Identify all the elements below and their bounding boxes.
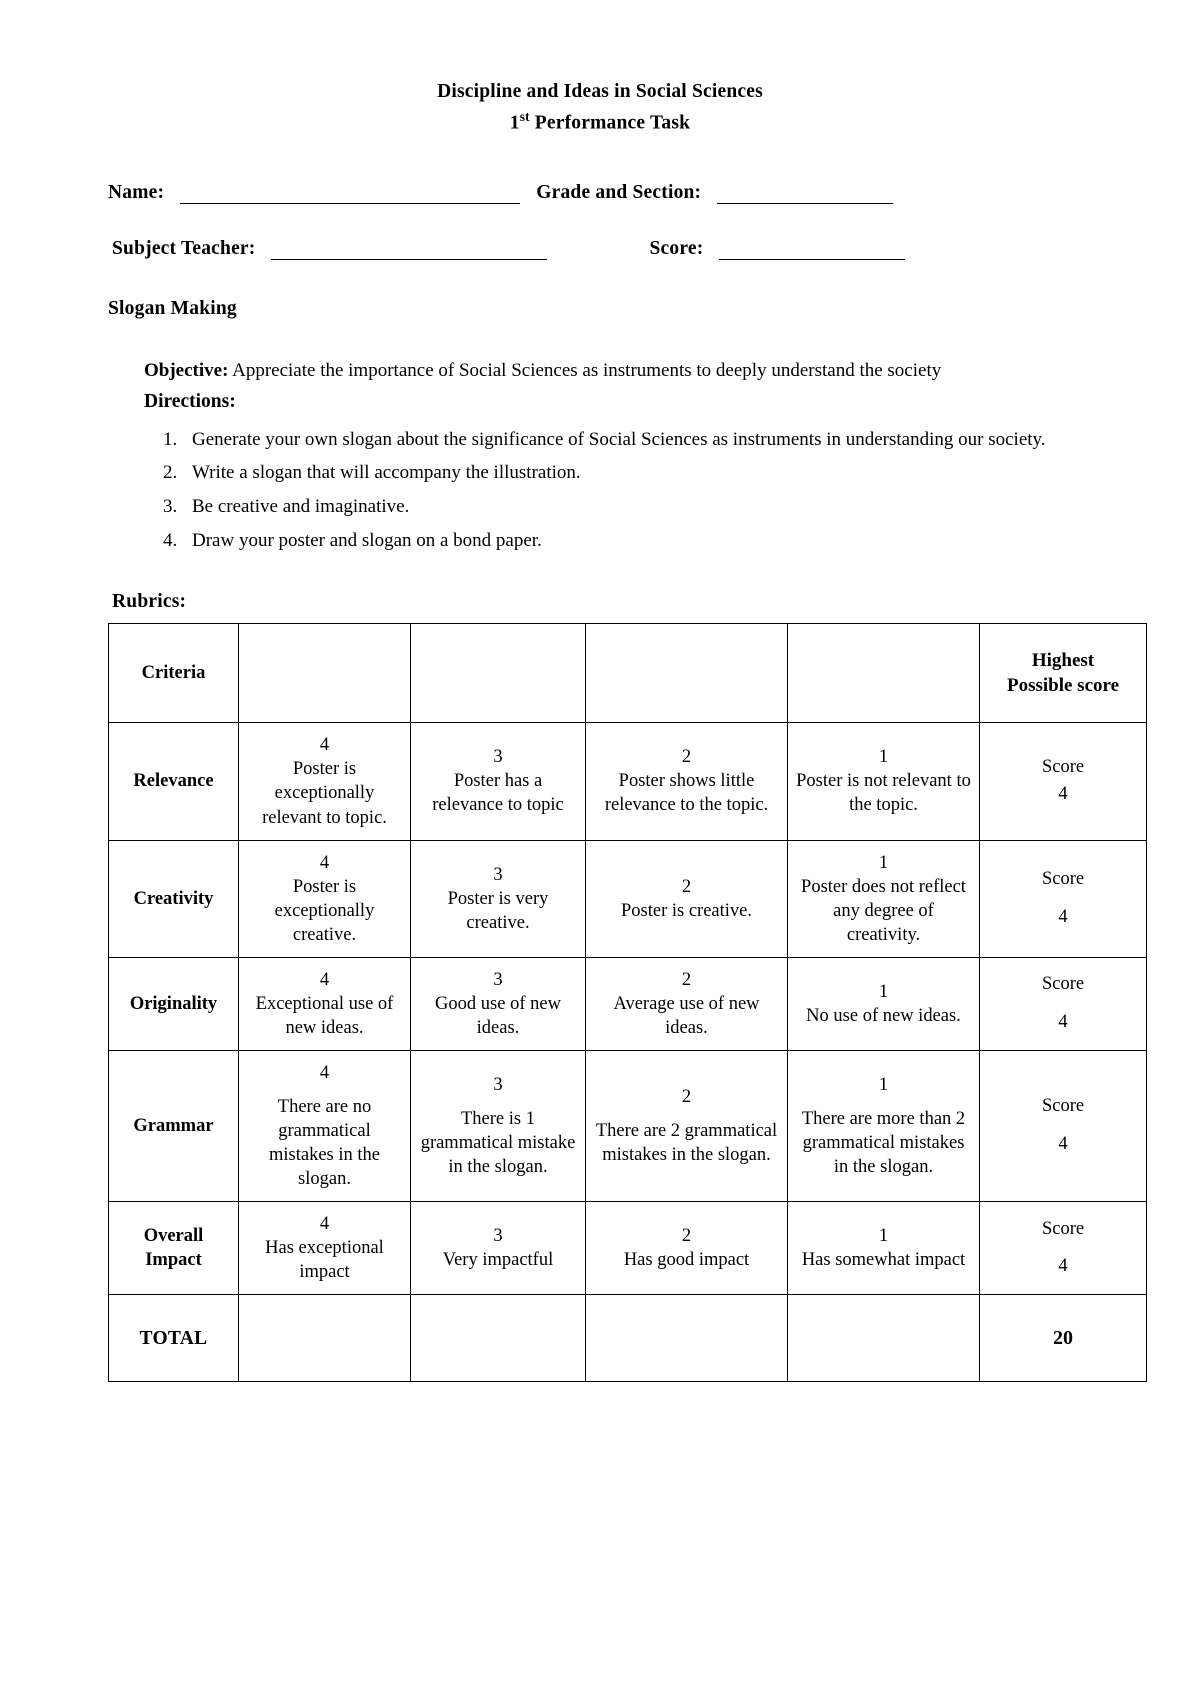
level-cell bbox=[586, 1050, 788, 1201]
level-descriptor: Poster is exceptionally creative. bbox=[274, 876, 375, 945]
task-ordinal-suffix: st bbox=[519, 109, 530, 125]
level-cell bbox=[586, 957, 788, 1050]
objective-line bbox=[144, 356, 1092, 385]
level-cell bbox=[411, 840, 586, 957]
highest-line-1: Highest bbox=[1031, 650, 1095, 672]
level-descriptor: Poster is not relevant to the topic. bbox=[796, 771, 971, 816]
directions-label: Directions: bbox=[144, 391, 236, 413]
level-cell bbox=[239, 1050, 411, 1201]
table-row bbox=[109, 723, 1147, 840]
level-cell bbox=[239, 840, 411, 957]
table-row bbox=[109, 840, 1147, 957]
score-input[interactable] bbox=[719, 241, 905, 261]
level-descriptor: Has good impact bbox=[623, 1250, 750, 1271]
table-row bbox=[109, 1202, 1147, 1295]
level-cell bbox=[239, 723, 411, 840]
level-points: 2 bbox=[681, 969, 692, 990]
table-row bbox=[109, 1050, 1147, 1201]
level-points: 4 bbox=[319, 1214, 330, 1235]
level-descriptor: Poster has a relevance to topic bbox=[432, 771, 564, 816]
level-descriptor: There are more than 2 grammatical mistakes in the slogan. bbox=[801, 1109, 966, 1178]
level-points: 4 bbox=[319, 735, 330, 756]
activity-heading: Slogan Making bbox=[108, 298, 237, 320]
score-cell[interactable] bbox=[980, 1050, 1147, 1201]
level-cell bbox=[411, 957, 586, 1050]
level-cell bbox=[411, 1202, 586, 1295]
level-cell bbox=[239, 957, 411, 1050]
level-descriptor: No use of new ideas. bbox=[806, 1005, 961, 1026]
objective-label: Objective: bbox=[144, 360, 229, 382]
highest-line-2: Possible score bbox=[1006, 675, 1120, 697]
subject-teacher-input[interactable] bbox=[271, 241, 547, 261]
score-label: Score bbox=[1041, 1096, 1085, 1117]
criteria-overall-impact: Overall Impact bbox=[109, 1202, 239, 1295]
level-points: 2 bbox=[681, 876, 692, 897]
level-descriptor: Average use of new ideas. bbox=[613, 993, 760, 1038]
level-descriptor: Good use of new ideas. bbox=[435, 993, 561, 1038]
level-points: 1 bbox=[878, 747, 889, 768]
table-total-row bbox=[109, 1295, 1147, 1382]
score-label: Score bbox=[1041, 973, 1085, 994]
score-value: 4 bbox=[1058, 1256, 1068, 1277]
objective-block bbox=[108, 356, 1092, 418]
level-cell bbox=[788, 840, 980, 957]
grade-section-label: Grade and Section: bbox=[536, 182, 702, 204]
level-points: 3 bbox=[493, 1226, 503, 1247]
table-row bbox=[109, 957, 1147, 1050]
level-points: 4 bbox=[319, 1062, 330, 1083]
level-descriptor: There are 2 grammatical mistakes in the slogan. bbox=[595, 1121, 778, 1166]
level-cell bbox=[586, 1202, 788, 1295]
header-criteria: Criteria bbox=[109, 624, 239, 723]
total-col-5 bbox=[788, 1295, 980, 1382]
level-cell bbox=[788, 723, 980, 840]
level-descriptor: Poster shows little relevance to the topic. bbox=[604, 771, 769, 816]
list-item: 1. Generate your own slogan about the significance of Social Sciences as instruments in understanding our society. bbox=[182, 424, 1092, 457]
score-value: 4 bbox=[1058, 784, 1068, 805]
level-points: 3 bbox=[493, 747, 503, 768]
grade-section-input[interactable] bbox=[717, 185, 893, 205]
level-points: 2 bbox=[681, 1086, 692, 1107]
level-descriptor: Exceptional use of new ideas. bbox=[255, 993, 394, 1038]
level-descriptor: Very impactful bbox=[442, 1250, 554, 1271]
score-value: 4 bbox=[1058, 1134, 1068, 1155]
level-points: 4 bbox=[319, 852, 330, 873]
total-col-3 bbox=[411, 1295, 586, 1382]
objective-text: Appreciate the importance of Social Sciences as instruments to deeply understand the society bbox=[228, 360, 942, 382]
table-header-row bbox=[109, 624, 1147, 723]
header-col-5 bbox=[788, 624, 980, 723]
level-points: 1 bbox=[878, 852, 889, 873]
level-points: 1 bbox=[878, 1226, 889, 1247]
task-label: Performance Task bbox=[529, 112, 691, 134]
level-points: 2 bbox=[681, 747, 692, 768]
title-line-1: Discipline and Ideas in Social Sciences bbox=[437, 81, 763, 102]
level-cell bbox=[586, 723, 788, 840]
total-value: 20 bbox=[980, 1295, 1147, 1382]
title-line-2 bbox=[108, 107, 1092, 138]
level-points: 4 bbox=[319, 969, 330, 990]
teacher-score-row bbox=[108, 238, 1092, 260]
header-highest-possible-score bbox=[980, 624, 1147, 723]
task-ordinal-number: 1 bbox=[509, 112, 520, 134]
level-descriptor: There are no grammatical mistakes in the slogan. bbox=[269, 1097, 380, 1190]
total-label: TOTAL bbox=[109, 1295, 239, 1382]
name-grade-row bbox=[108, 182, 1092, 204]
level-descriptor: Poster does not reflect any degree of creativity. bbox=[801, 876, 966, 945]
level-cell bbox=[239, 1202, 411, 1295]
header-col-2 bbox=[239, 624, 411, 723]
score-cell[interactable] bbox=[980, 1202, 1147, 1295]
level-cell bbox=[788, 1202, 980, 1295]
level-descriptor: Poster is creative. bbox=[621, 900, 752, 921]
score-cell[interactable] bbox=[980, 723, 1147, 840]
level-descriptor: Has exceptional impact bbox=[265, 1238, 384, 1283]
criteria-originality: Originality bbox=[109, 957, 239, 1050]
score-value: 4 bbox=[1058, 1011, 1068, 1032]
score-cell[interactable] bbox=[980, 957, 1147, 1050]
criteria-grammar: Grammar bbox=[109, 1050, 239, 1201]
level-descriptor: Poster is very creative. bbox=[447, 888, 549, 933]
score-label: Score bbox=[1041, 756, 1085, 777]
level-descriptor: Poster is exceptionally relevant to topic. bbox=[262, 759, 387, 828]
header-col-4 bbox=[586, 624, 788, 723]
score-label: Score bbox=[1041, 1218, 1085, 1239]
document-title bbox=[108, 78, 1092, 138]
level-descriptor: Has somewhat impact bbox=[801, 1250, 966, 1271]
level-points: 1 bbox=[878, 1074, 889, 1095]
level-cell bbox=[788, 1050, 980, 1201]
score-cell[interactable] bbox=[980, 840, 1147, 957]
level-cell bbox=[788, 957, 980, 1050]
rubrics-table bbox=[108, 623, 1147, 1382]
header-col-3 bbox=[411, 624, 586, 723]
level-points: 3 bbox=[493, 864, 503, 885]
list-item: 4. Draw your poster and slogan on a bond paper. bbox=[182, 525, 1092, 558]
level-points: 3 bbox=[493, 1074, 503, 1095]
level-descriptor: There is 1 grammatical mistake in the slogan. bbox=[420, 1109, 576, 1178]
list-item: 2. Write a slogan that will accompany the illustration. bbox=[182, 457, 1092, 490]
rubrics-label: Rubrics: bbox=[112, 591, 187, 613]
level-cell bbox=[411, 723, 586, 840]
criteria-relevance: Relevance bbox=[109, 723, 239, 840]
subject-teacher-label: Subject Teacher: bbox=[112, 238, 256, 260]
total-col-4 bbox=[586, 1295, 788, 1382]
level-cell bbox=[411, 1050, 586, 1201]
list-item: 3. Be creative and imaginative. bbox=[182, 491, 1092, 524]
name-label: Name: bbox=[108, 182, 165, 204]
criteria-creativity: Creativity bbox=[109, 840, 239, 957]
level-points: 2 bbox=[681, 1226, 692, 1247]
level-points: 3 bbox=[493, 969, 503, 990]
score-value: 4 bbox=[1058, 906, 1068, 927]
score-label: Score bbox=[1041, 868, 1085, 889]
name-input[interactable] bbox=[180, 185, 520, 205]
level-cell bbox=[586, 840, 788, 957]
total-col-2 bbox=[239, 1295, 411, 1382]
level-points: 1 bbox=[878, 981, 889, 1002]
directions-list bbox=[108, 424, 1092, 558]
score-label: Score: bbox=[649, 238, 704, 260]
